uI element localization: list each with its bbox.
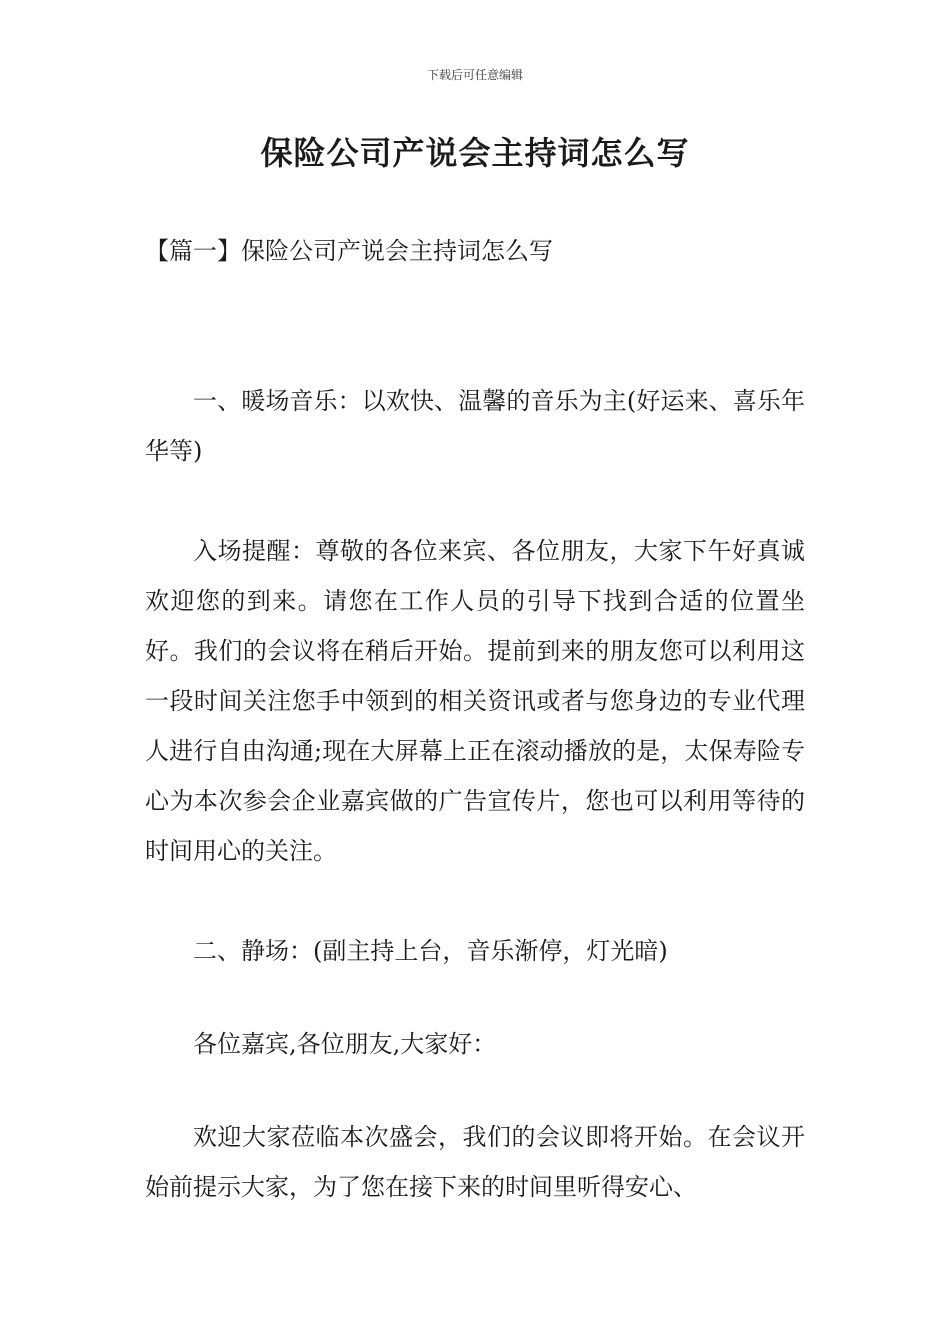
paragraph-quiet-down: 二、静场：(副主持上台，音乐渐停，灯光暗): [193, 937, 668, 965]
paragraph-greeting: 各位嘉宾,各位朋友,大家好：: [193, 1030, 497, 1058]
header-note: 下载后可任意编辑: [426, 68, 523, 82]
body-text: [145, 376, 805, 1212]
paragraph-warmup-music: 一、暖场音乐：以欢快、温馨的音乐为主(好运来、喜乐年华等): [145, 387, 805, 465]
paragraph-entry-reminder: 入场提醒：尊敬的各位来宾、各位朋友，大家下午好真诚欢迎您的到来。请您在工作人员的引导下找到合适的位置坐好。我们的会议将在稍后开始。提前到来的朋友您可以利用这一段时间关注您手中领到的相关资讯或者与您身边的专业代理人进行自由沟通;现在大屏幕上正在滚动播放的是，太保寿险专心为本次参会企业嘉宾做的广告宣传片，您也可以利用等待的时间用心的关注。: [145, 537, 805, 865]
paragraph-welcome: 欢迎大家莅临本次盛会，我们的会议即将开始。在会议开始前提示大家，为了您在接下来的时间里听得安心、: [145, 1123, 805, 1201]
section-heading: 【篇一】保险公司产说会主持词怎么写: [145, 237, 553, 265]
document-title: 保险公司产说会主持词怎么写: [260, 134, 690, 172]
